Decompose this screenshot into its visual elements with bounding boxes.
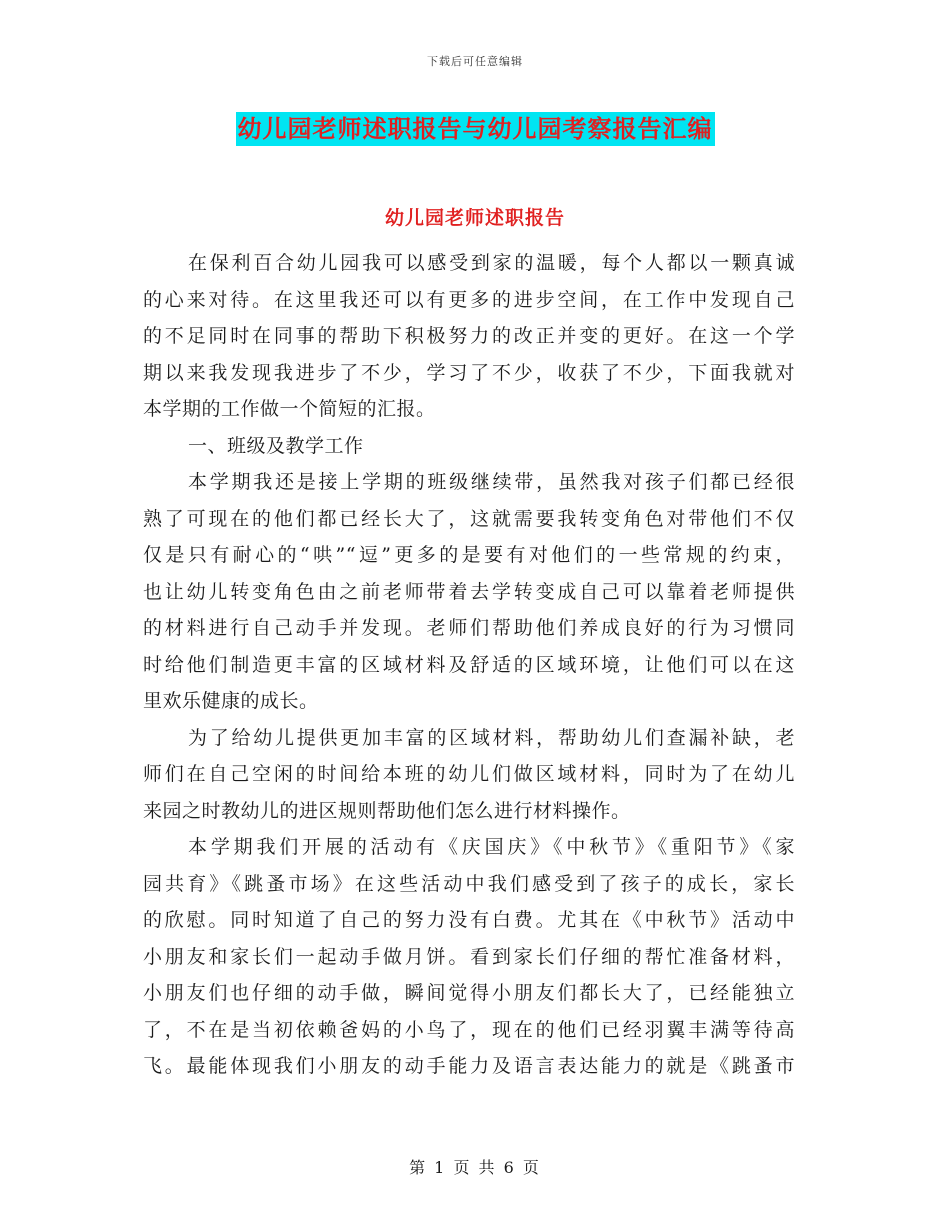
paragraph-line: 小朋友和家长们一起动手做月饼。看到家长们仔细的帮忙准备材料， [143, 945, 795, 968]
paragraph-line: 了，不在是当初依赖爸妈的小鸟了，现在的他们已经羽翼丰满等待高 [143, 1018, 795, 1041]
paragraph-line: 仅是只有耐心的“哄”“逗”更多的是要有对他们的一些常规的约束， [143, 544, 795, 566]
paragraph-line: 园共育》《跳蚤市场》在这些活动中我们感受到了孩子的成长，家长 [143, 872, 795, 895]
paragraph-line: 小朋友们也仔细的动手做，瞬间觉得小朋友们都长大了，已经能独立 [143, 982, 795, 1004]
paragraph-line: 在保利百合幼儿园我可以感受到家的温暖，每个人都以一颗真诚 [188, 252, 795, 274]
subheading: 一、班级及教学工作 [188, 434, 364, 457]
paragraph-line: 期以来我发现我进步了不少，学习了不少，收获了不少，下面我就对 [143, 361, 795, 384]
paragraph-line: 的材料进行自己动手并发现。老师们帮助他们养成良好的行为习惯同 [143, 617, 795, 639]
header-note: 下载后可任意编辑 [427, 55, 523, 68]
body-text [143, 245, 795, 1085]
paragraph-line: 本学期我们开展的活动有《庆国庆》《中秋节》《重阳节》《家 [188, 836, 795, 858]
section-title: 幼儿园老师述职报告 [384, 207, 565, 229]
paragraph-line: 的心来对待。在这里我还可以有更多的进步空间，在工作中发现自己 [143, 288, 795, 311]
document-title-container [0, 112, 950, 146]
document-title: 幼儿园老师述职报告与幼儿园考察报告汇编 [236, 112, 715, 146]
paragraph-line: 飞。最能体现我们小朋友的动手能力及语言表达能力的就是《跳蚤市 [143, 1055, 795, 1077]
paragraph-line: 也让幼儿转变角色由之前老师带着去学转变成自己可以靠着老师提供 [143, 580, 795, 603]
paragraph-line: 的不足同时在同事的帮助下积极努力的改正并变的更好。在这一个学 [143, 325, 795, 347]
paragraph-line: 来园之时教幼儿的进区规则帮助他们怎么进行材料操作。 [143, 799, 631, 822]
page-number-footer: 第 1 页 共 6 页 [409, 1158, 541, 1177]
paragraph-line: 里欢乐健康的成长。 [143, 690, 319, 712]
paragraph-line: 时给他们制造更丰富的区域材料及舒适的区域环境，让他们可以在这 [143, 653, 795, 676]
paragraph-line: 师们在自己空闲的时间给本班的幼儿们做区域材料，同时为了在幼儿 [143, 763, 795, 785]
paragraph-line: 熟了可现在的他们都已经长大了，这就需要我转变角色对带他们不仅 [143, 507, 795, 530]
paragraph-line: 本学期我还是接上学期的班级继续带，虽然我对孩子们都已经很 [188, 471, 795, 493]
paragraph-line: 为了给幼儿提供更加丰富的区域材料，帮助幼儿们查漏补缺，老 [188, 726, 795, 749]
paragraph-line: 的欣慰。同时知道了自己的努力没有白费。尤其在《中秋节》活动中 [143, 909, 795, 931]
paragraph-line: 本学期的工作做一个简短的汇报。 [143, 398, 436, 420]
